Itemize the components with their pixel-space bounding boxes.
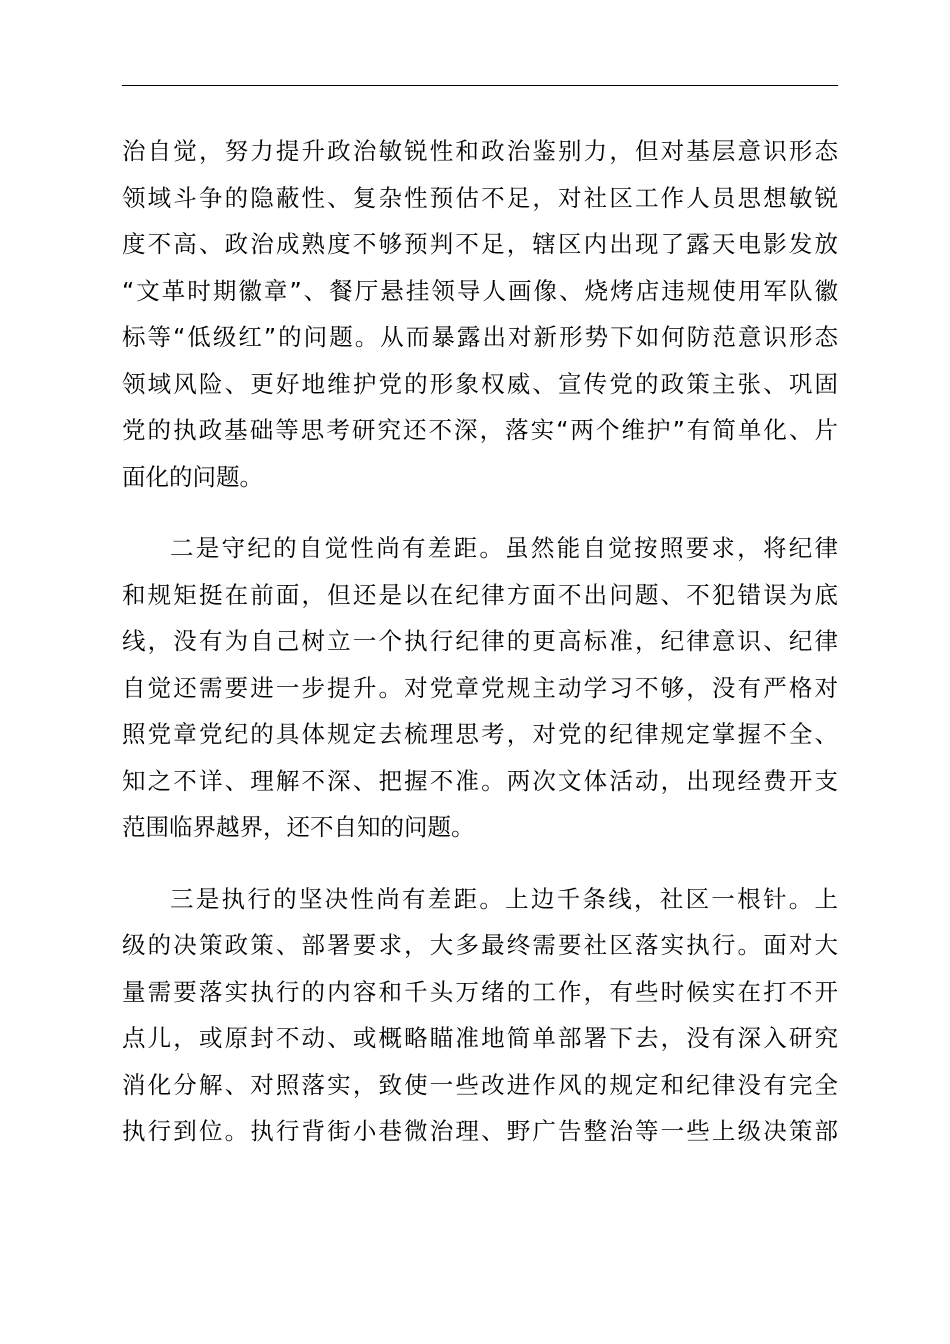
text-line: 和规矩挺在前面，但还是以在纪律方面不出问题、不犯错误为底 (122, 580, 838, 609)
paragraph-gap (122, 851, 838, 876)
text-line: 照党章党纪的具体规定去梳理思考，对党的纪律规定掌握不全、 (122, 720, 838, 748)
text-line: 级的决策政策、部署要求，大多最终需要社区落实执行。面对大 (122, 931, 838, 959)
text-line: 三是执行的坚决性尚有差距。上边千条线，社区一根针。上 (170, 884, 838, 913)
text-line: 点儿，或原封不动、或概略瞄准地简单部署下去，没有深入研究 (122, 1024, 838, 1052)
text-line: 党的执政基础等思考研究还不深，落实“两个维护”有简单化、片 (122, 416, 838, 444)
text-line: 线，没有为自己树立一个执行纪律的更高标准，纪律意识、纪律 (122, 627, 838, 655)
paragraph-3 (122, 876, 838, 1155)
paragraph-1 (122, 128, 838, 500)
text-line: “文革时期徽章”、餐厅悬挂领导人画像、烧烤店违规使用军队徽 (122, 276, 838, 305)
text-line: 范围临界越界，还不自知的问题。 (122, 813, 475, 841)
text-line: 治自觉，努力提升政治敏锐性和政治鉴别力，但对基层意识形态 (122, 137, 838, 165)
paragraph-2 (122, 525, 838, 851)
text-line: 二是守纪的自觉性尚有差距。虽然能自觉按照要求，将纪律 (170, 534, 838, 562)
text-line: 消化分解、对照落实，致使一些改进作风的规定和纪律没有完全 (122, 1070, 838, 1099)
text-line: 标等“低级红”的问题。从而暴露出对新形势下如何防范意识形态 (122, 323, 838, 351)
text-line: 领域风险、更好地维护党的形象权威、宣传党的政策主张、巩固 (122, 369, 838, 398)
header-rule (122, 85, 838, 86)
text-line: 量需要落实执行的内容和千头万绪的工作，有些时候实在打不开 (122, 977, 838, 1006)
text-line: 领域斗争的隐蔽性、复杂性预估不足，对社区工作人员思想敏锐 (122, 183, 838, 212)
text-line: 面化的问题。 (122, 462, 263, 491)
text-line: 度不高、政治成熟度不够预判不足，辖区内出现了露天电影发放 (122, 230, 838, 258)
text-line: 自觉还需要进一步提升。对党章党规主动学习不够，没有严格对 (122, 673, 838, 702)
text-line: 执行到位。执行背街小巷微治理、野广告整治等一些上级决策部 (122, 1117, 838, 1145)
document-body (122, 128, 838, 1155)
paragraph-gap (122, 500, 838, 525)
text-line: 知之不详、理解不深、把握不准。两次文体活动，出现经费开支 (122, 766, 838, 795)
